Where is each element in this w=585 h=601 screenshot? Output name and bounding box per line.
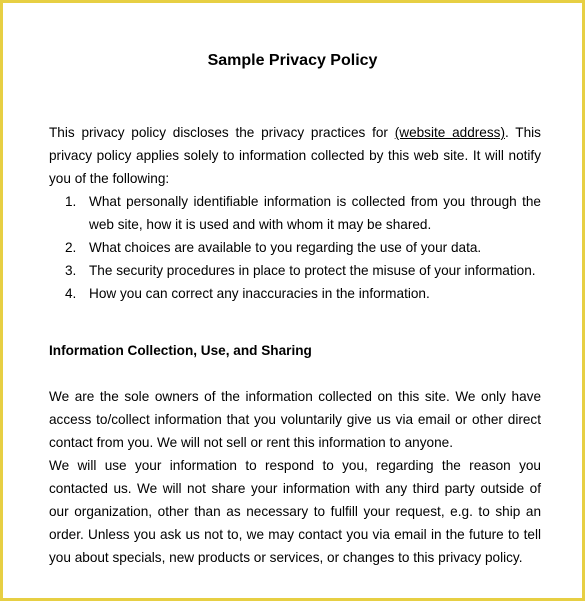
list-item-number: 1. [65, 194, 77, 209]
list-item-number: 4. [65, 286, 77, 301]
section-heading: Information Collection, Use, and Sharing [49, 343, 312, 358]
document-title-text: Sample Privacy Policy [207, 52, 378, 69]
list-item [65, 190, 541, 236]
usage-paragraph: We will use your information to respond to you, regarding the reason you contacted us. We will not share your information with any third party outside of our organization, other than as necessary to fulfill your request, e.g. to ship an order. Unless you ask us not to, we may contact you via email in the future to tell you about specials, new products or services, or changes to this privacy policy. [49, 458, 541, 565]
list-item [65, 259, 541, 282]
list-item [65, 282, 541, 305]
list-item-text: How you can correct any inaccuracies in the information. [89, 286, 430, 301]
intro-text-after-link: . This privacy policy applies solely to information collected by this web site. It will notify you of the following: [49, 125, 541, 186]
list-item [65, 236, 541, 259]
website-address-link[interactable]: (website address) [394, 125, 505, 140]
intro-paragraph [49, 121, 541, 190]
list-item-number: 3. [65, 263, 77, 278]
list-item-text: What choices are available to you regarding the use of your data. [89, 240, 482, 255]
list-item-text: The security procedures in place to protect the misuse of your information. [89, 263, 536, 278]
list-item-number: 2. [65, 240, 77, 255]
disclosure-list [65, 190, 541, 305]
document-title [3, 51, 582, 71]
list-item-text: What personally identifiable information is collected from you through the web site, how it is used and with whom it may be shared. [89, 194, 541, 232]
ownership-paragraph: We are the sole owners of the information collected on this site. We only have access to/collect information that you voluntarily give us via email or other direct contact from you. We will not sell or rent this information to anyone. [49, 389, 541, 450]
intro-text-before-link: This privacy policy discloses the privacy practices for [49, 125, 395, 140]
